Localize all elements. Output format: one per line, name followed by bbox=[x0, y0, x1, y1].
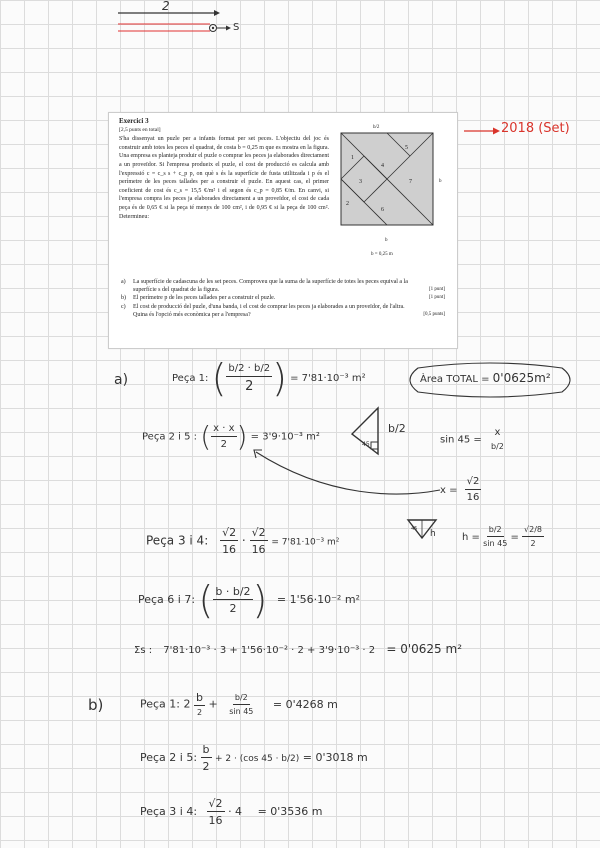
h-lhs: h = bbox=[462, 532, 480, 543]
pb34-den1: 16 bbox=[208, 814, 223, 827]
item-c-points: [0,5 punts] bbox=[423, 311, 445, 317]
piece34-dot: · bbox=[241, 533, 246, 548]
pb25-result: = 0'3018 m bbox=[302, 751, 368, 764]
triangle-side-label: b/2 bbox=[388, 422, 406, 435]
triangle-angle-label: 45 bbox=[362, 441, 370, 448]
sin-lhs: sin 45 = bbox=[440, 434, 482, 446]
curve-arrow bbox=[248, 446, 444, 498]
piece25-num: x · x bbox=[211, 424, 236, 437]
piece67-den: 2 bbox=[229, 602, 237, 615]
perimeter-piece34 bbox=[140, 798, 323, 826]
pb25-num1: b bbox=[202, 743, 210, 756]
annotation-arrow bbox=[462, 124, 502, 138]
pb1-den1: 2 bbox=[196, 708, 203, 717]
piece34-name: Peça 3 i 4: bbox=[146, 533, 209, 548]
item-b bbox=[119, 294, 445, 302]
piece67-num: b · b/2 bbox=[215, 585, 251, 598]
piece34-den2: 16 bbox=[251, 543, 266, 556]
piece34-num2: √2 bbox=[251, 526, 266, 539]
item-b-label: b) bbox=[121, 295, 126, 302]
pb1-num1: b bbox=[196, 691, 203, 704]
figure-bottom-label: b bbox=[385, 238, 388, 243]
top-sketch bbox=[110, 0, 250, 40]
total-area-label: Àrea TOTAL = bbox=[420, 374, 490, 385]
year-annotation: 2018 (Set) bbox=[501, 121, 570, 136]
item-a-label: a) bbox=[121, 279, 126, 285]
pb1-pre: 2 bbox=[183, 697, 191, 711]
perimeter-piece25 bbox=[140, 744, 368, 772]
h-num1: b/2 bbox=[487, 526, 504, 537]
pb25-expr: + 2 · (cos 45 · b/2) bbox=[215, 754, 300, 764]
piece1-result: = 7'81·10⁻³ m² bbox=[290, 373, 366, 384]
pb1-den2: sin 45 bbox=[229, 706, 254, 716]
pb1-num2: b/2 bbox=[233, 694, 250, 705]
piece-4-number: 4 bbox=[381, 163, 384, 169]
piece34-num1: √2 bbox=[222, 526, 237, 539]
figure-caption: b = 0,25 m bbox=[371, 252, 393, 257]
point-label: S bbox=[233, 22, 240, 33]
figure-right-label: b bbox=[439, 179, 442, 184]
area-piece67: Peça 6 i 7: ( $\frac{b \cdot b/2}{2}$ ) = 1'56·10⁻² m² bbox=[138, 578, 360, 622]
x-lhs: x = bbox=[440, 485, 458, 496]
total-area bbox=[420, 371, 551, 385]
h-den2: 2 bbox=[530, 539, 536, 548]
area-piece1: Peça 1: ( $\frac{b/2 \cdot b/2}{2}$ ) = 7'81·10⁻³ m² bbox=[172, 356, 366, 400]
piece67-name: Peça 6 i 7: bbox=[138, 593, 196, 606]
pb34-mult: · 4 bbox=[228, 805, 243, 818]
h-eq: = bbox=[510, 532, 519, 543]
pb34-result: = 0'3536 m bbox=[257, 805, 323, 818]
h-den1: sin 45 bbox=[483, 539, 508, 548]
triangle2-h-label: h bbox=[430, 529, 436, 539]
item-a-text: La superfície de cadascuna de les set peces. Comproveu que la suma de la superfície de totes les peces equival a la superfície s del quadrat de la figura. bbox=[133, 279, 408, 294]
piece25-den: 2 bbox=[220, 438, 228, 450]
exercise-subtitle: [2,5 punts en total] bbox=[119, 126, 161, 133]
piece67-result: = 1'56·10⁻² m² bbox=[276, 593, 360, 606]
pb1-plus: + bbox=[208, 697, 218, 711]
pb1-name: Peça 1: bbox=[140, 697, 180, 711]
sin-den: b/2 bbox=[490, 442, 504, 451]
pb25-name: Peça 2 i 5: bbox=[140, 751, 198, 764]
piece1-num: b/2 · b/2 bbox=[226, 364, 272, 377]
exercise-box bbox=[108, 112, 458, 349]
sin-equation bbox=[440, 428, 504, 451]
piece-3-number: 3 bbox=[359, 179, 362, 185]
item-b-text: El perímetre p de les peces tallades per a construir el puzle. bbox=[133, 295, 276, 302]
item-c-label: c) bbox=[121, 303, 126, 310]
item-b-points: [1 punt] bbox=[429, 295, 445, 301]
perimeter-piece1 bbox=[140, 692, 338, 717]
piece34-den1: 16 bbox=[222, 543, 237, 556]
piece34-result: = 7'81·10⁻³ m² bbox=[271, 537, 340, 548]
sum-label: Σs : bbox=[134, 645, 153, 656]
piece-7-number: 7 bbox=[409, 179, 412, 185]
area-sum bbox=[134, 642, 462, 656]
item-c-text: El cost de producció del puzle, d'una banda, i el cost de comprar les peces ja elaborades a un proveïdor, de l'altra. Quina és l'opció més econòmica per a l'empresa? bbox=[133, 303, 405, 318]
piece-1-number: 1 bbox=[351, 155, 354, 161]
triangle2-angle-label: 45 bbox=[411, 526, 418, 532]
area-piece34 bbox=[146, 527, 339, 555]
piece-5-number: 5 bbox=[405, 145, 408, 151]
exercise-body: S'ha dissenyat un puzle per a infants format per set peces. L'objectiu del joc és construir amb totes les peces el quadrat, de costa b = 0,25 m que es mostra en la figura. Una empresa es planteja produir el puzle o comprar les peces ja elaborades directament a un proveïdor. Si l'empresa produeix el puzle, el cost de producció es calcula amb l'expressió c = c_s s + c_p p, on què s és la superfície de fusta utilitzada i p és el perímetre de les peces tallades per a construir el puzle. En aquest cas, el primer coeficient de cost és c_s = 15,5 €/m² i el segon és c_p = 0,85 €/m. En canvi, si l'empresa compra les peces ja elaborades directament a un proveïdor, el cost de cada peça és de 0,65 € si la peça té menys de 100 cm², i de 0,95 € si la peça de 100 cm². Determineu: bbox=[119, 136, 329, 220]
length-label: 2 bbox=[162, 0, 170, 13]
piece25-result: = 3'9·10⁻³ m² bbox=[250, 431, 320, 443]
h-equation bbox=[462, 526, 544, 548]
triangle-sketch-2 bbox=[406, 516, 440, 544]
total-area-value: 0'0625m² bbox=[492, 371, 551, 385]
pb34-name: Peça 3 i 4: bbox=[140, 805, 198, 818]
piece25-name: Peça 2 i 5 : bbox=[142, 431, 198, 443]
h-num2: √2/8 bbox=[522, 526, 544, 537]
piece-2-number: 2 bbox=[346, 201, 349, 207]
pb25-den1: 2 bbox=[202, 760, 210, 773]
x-equation bbox=[440, 477, 481, 503]
sum-expr: 7'81·10⁻³ · 3 + 1'56·10⁻² · 2 + 3'9·10⁻³ · 2 bbox=[163, 645, 376, 656]
part-a-label: a) bbox=[114, 372, 129, 388]
piece-6-number: 6 bbox=[381, 207, 384, 213]
figure-top-label: b/2 bbox=[373, 125, 380, 130]
piece1-den: 2 bbox=[245, 378, 254, 394]
piece1-name: Peça 1: bbox=[172, 373, 209, 384]
sin-num: x bbox=[494, 427, 501, 438]
x-num: √2 bbox=[465, 477, 482, 490]
part-b-label: b) bbox=[88, 696, 104, 714]
item-a-points: [1 punt] bbox=[429, 287, 445, 293]
pb1-result: = 0'4268 m bbox=[272, 697, 338, 711]
puzzle-figure bbox=[331, 119, 451, 265]
item-a bbox=[119, 278, 445, 294]
pb34-num1: √2 bbox=[208, 797, 223, 810]
sum-result: = 0'0625 m² bbox=[386, 642, 462, 656]
area-piece25: Peça 2 i 5 : ( $\frac{x \cdot x}{2}$ ) = 3'9·10⁻³ m² bbox=[142, 420, 320, 453]
exercise-title: Exercici 3 bbox=[119, 117, 149, 125]
item-c bbox=[119, 303, 445, 319]
x-den: 16 bbox=[466, 492, 480, 503]
